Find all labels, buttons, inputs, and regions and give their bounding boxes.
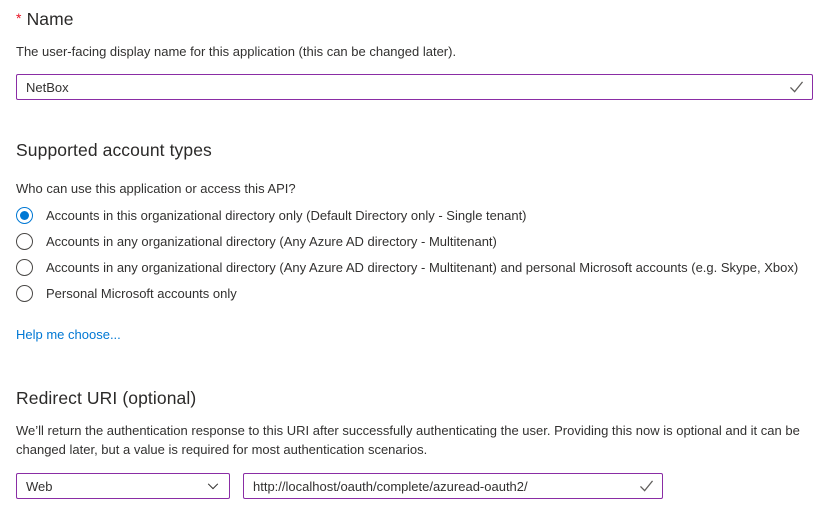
name-input-wrap bbox=[16, 74, 813, 100]
radio-option-multitenant[interactable] bbox=[16, 228, 798, 254]
name-input[interactable] bbox=[16, 74, 813, 100]
account-types-radio-group bbox=[16, 202, 798, 306]
radio-button-icon bbox=[16, 285, 33, 302]
redirect-uri-description: We’ll return the authentication response to this URI after successfully authenticating the user. Providing this now is optional and it can be changed later, but a value is required for most authentication scenarios. bbox=[16, 423, 800, 457]
radio-option-label: Accounts in any organizational directory (Any Azure AD directory - Multitenant) bbox=[46, 233, 497, 249]
account-types-question: Who can use this application or access this API? bbox=[16, 181, 296, 196]
platform-select-value: Web bbox=[26, 478, 53, 494]
name-section-title-text: Name bbox=[26, 9, 74, 29]
redirect-uri-title: Redirect URI (optional) bbox=[16, 388, 197, 408]
help-me-choose-link[interactable]: Help me choose... bbox=[16, 327, 121, 342]
radio-option-label: Accounts in any organizational directory (Any Azure AD directory - Multitenant) and personal Microsoft accounts (e.g. Skype, Xbox) bbox=[46, 259, 799, 275]
radio-button-icon bbox=[16, 207, 33, 224]
chevron-down-icon bbox=[206, 479, 220, 493]
radio-option-personal-only[interactable] bbox=[16, 280, 798, 306]
radio-option-label: Accounts in this organizational directory only (Default Directory only - Single tenant) bbox=[46, 207, 527, 223]
radio-option-multitenant-personal[interactable] bbox=[16, 254, 798, 280]
name-description: The user-facing display name for this application (this can be changed later). bbox=[16, 44, 457, 59]
name-section-title bbox=[16, 9, 74, 30]
radio-option-single-tenant[interactable] bbox=[16, 202, 798, 228]
radio-button-icon bbox=[16, 259, 33, 276]
required-asterisk: * bbox=[16, 10, 22, 26]
account-types-title: Supported account types bbox=[16, 140, 212, 160]
redirect-uri-input-wrap bbox=[243, 473, 663, 499]
radio-button-icon bbox=[16, 233, 33, 250]
platform-select[interactable] bbox=[16, 473, 230, 499]
radio-option-label: Personal Microsoft accounts only bbox=[46, 285, 237, 301]
redirect-uri-input[interactable] bbox=[243, 473, 663, 499]
